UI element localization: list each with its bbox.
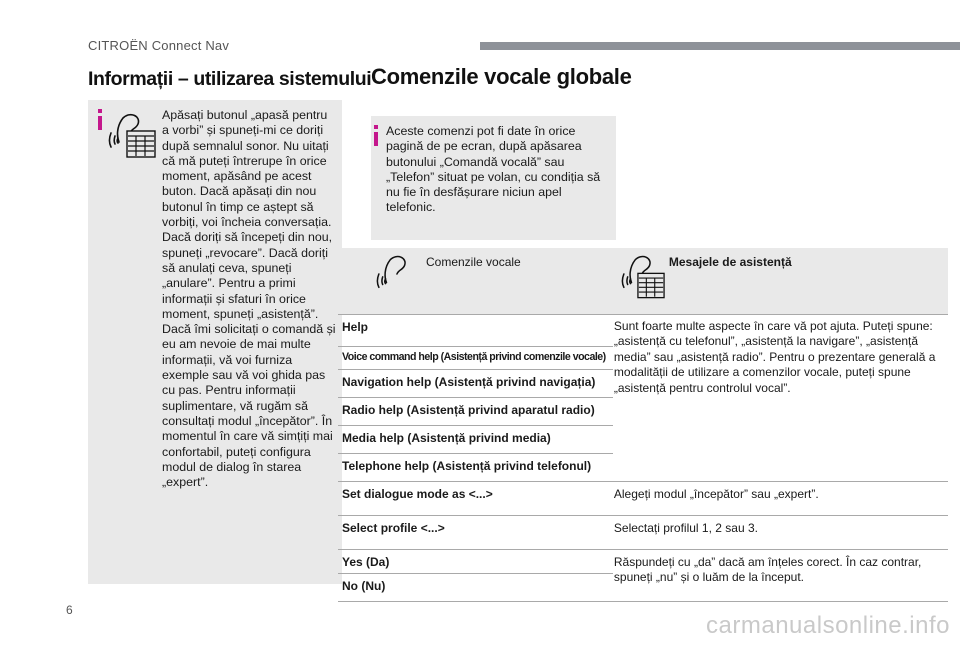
table-header-row xyxy=(338,248,948,315)
column-header-messages: Mesajele de asistență xyxy=(668,255,792,269)
page-number: 6 xyxy=(66,603,73,617)
right-heading: Comenzile vocale globale xyxy=(371,64,632,89)
command-cell: Voice command help (Asistență privind comenzile vocale) xyxy=(338,347,613,370)
command-cell: Telephone help (Asistență privind telefonul) xyxy=(338,454,613,482)
voice-commands-table xyxy=(338,248,948,602)
message-cell: Sunt foarte multe aspecte în care vă pot ajuta. Puteți spune: „asistență cu telefonul”, „asistență la navigare”, „asistență media” sau „asistență radio”. Pentru o prezentare generală a modalității de utilizare a comenzilor vocale, puteți spune „asistență pentru controlul vocal”. xyxy=(613,315,948,482)
table-header-messages xyxy=(613,248,948,315)
command-cell: Media help (Asistență privind media) xyxy=(338,426,613,454)
left-heading: Informații – utilizarea sistemului xyxy=(88,68,372,90)
table-row xyxy=(338,516,948,550)
command-cell: No (Nu) xyxy=(338,574,613,602)
table-row xyxy=(338,315,948,347)
header-bar xyxy=(480,42,960,50)
command-cell: Radio help (Asistență privind aparatul radio) xyxy=(338,398,613,426)
message-cell: Selectați profilul 1, 2 sau 3. xyxy=(613,516,948,550)
left-note-text: Apăsați butonul „apasă pentru a vorbi” și spuneți-mi ce doriți după semnalul sonor. Nu uitați că mă puteți întrerupe în orice moment, apăsând pe acest buton. Dacă apăsați din nou butonul în timp ce aștept să vorbiți, voi încheia conversația. Dacă doriți să începeți din nou, spuneți „revocare”. Dacă doriți să anulați ceva, spuneți „anulare”. Pentru a primi informații și sfaturi în orice moment, spuneți „asistență”. Dacă îmi solicitați o comandă și eu am nevoie de mai multe informații, vă voi furniza exemple sau vă voi ghida pas cu pas. Pentru informații suplimentare, vă rugăm să consultați modul „începător”. În momentul în care vă simțiți mai confortabil, puteți configura modul de dialog în starea „expert”. xyxy=(162,108,336,490)
info-icon xyxy=(98,116,102,130)
telephone-keypad-icon xyxy=(637,272,665,299)
watermark: carmanualsonline.info xyxy=(706,612,950,639)
command-cell: Navigation help (Asistență privind navigația) xyxy=(338,370,613,398)
table-row xyxy=(338,550,948,574)
message-cell: Răspundeți cu „da” dacă am înțeles corect. În caz contrar, spuneți „nu” și o luăm de la început. xyxy=(613,550,948,602)
command-cell: Help xyxy=(338,315,613,347)
table-header-commands xyxy=(338,248,613,315)
message-cell: Alegeți modul „începător” sau „expert”. xyxy=(613,482,948,516)
header-brand: CITROËN Connect Nav xyxy=(88,38,230,53)
info-icon xyxy=(374,132,378,146)
column-header-commands: Comenzile vocale xyxy=(426,255,521,269)
telephone-keypad-icon xyxy=(126,130,156,158)
command-cell: Select profile <...> xyxy=(338,516,613,550)
right-note-text: Aceste comenzi pot fi date în orice pagină de pe ecran, după apăsarea butonului „Comandă vocală” sau „Telefon” situat pe volan, cu condiția să nu fie în desfășurare niciun apel telefonic. xyxy=(386,124,601,215)
command-cell: Set dialogue mode as <...> xyxy=(338,482,613,516)
voice-command-icon xyxy=(376,254,416,294)
table-row xyxy=(338,482,948,516)
command-cell: Yes (Da) xyxy=(338,550,613,574)
